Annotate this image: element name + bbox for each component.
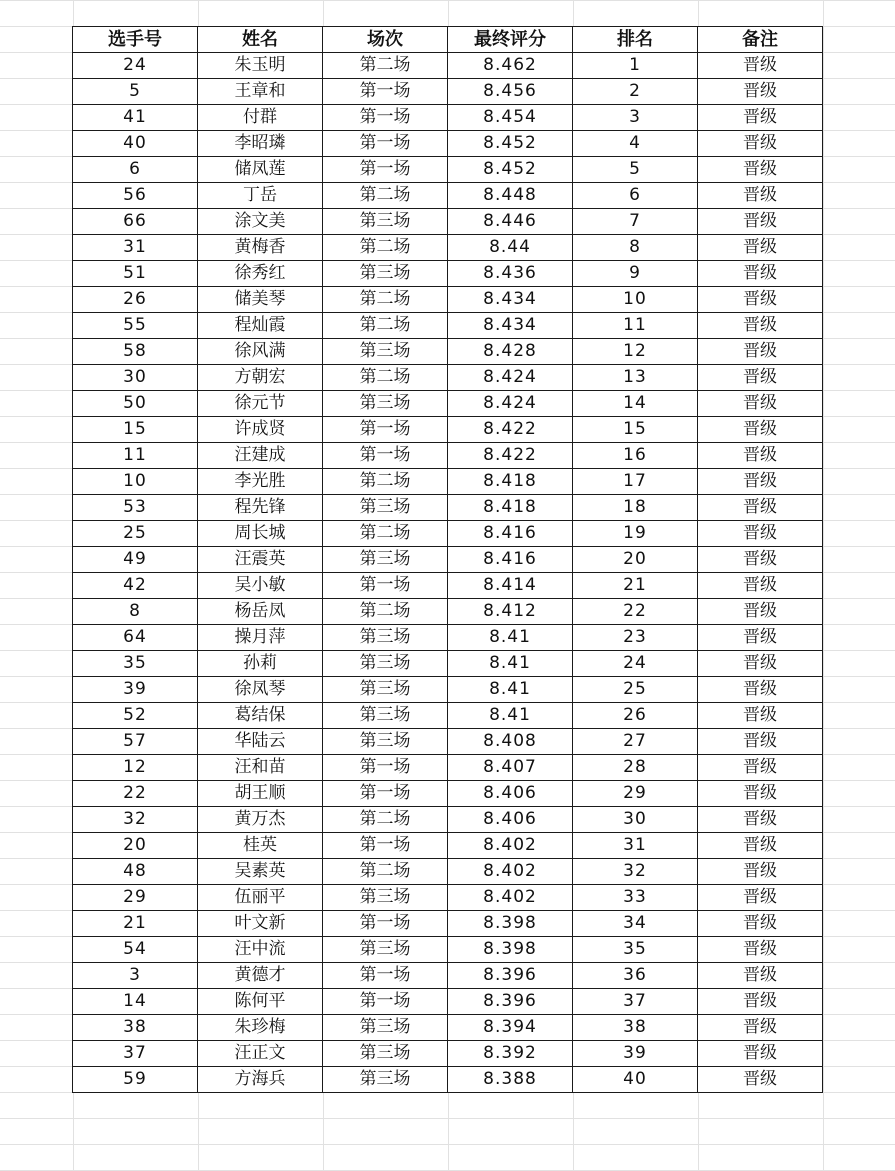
cell-remark[interactable]: 晋级 (698, 183, 823, 209)
cell-contestant-number[interactable]: 25 (73, 521, 198, 547)
cell-remark[interactable]: 晋级 (698, 677, 823, 703)
cell-name[interactable]: 方海兵 (198, 1067, 323, 1093)
table-row (73, 1067, 823, 1093)
cell-final-score[interactable]: 8.398 (448, 937, 573, 963)
cell-contestant-number[interactable]: 38 (73, 1015, 198, 1041)
cell-final-score[interactable]: 8.422 (448, 443, 573, 469)
cell-session[interactable]: 第一场 (323, 573, 448, 599)
cell-rank[interactable]: 32 (573, 859, 698, 885)
cell-contestant-number[interactable]: 58 (73, 339, 198, 365)
cell-final-score[interactable]: 8.398 (448, 911, 573, 937)
cell-remark[interactable]: 晋级 (698, 989, 823, 1015)
cell-remark[interactable]: 晋级 (698, 573, 823, 599)
table-row (73, 53, 823, 79)
cell-remark[interactable]: 晋级 (698, 469, 823, 495)
table-row (73, 391, 823, 417)
cell-final-score[interactable]: 8.394 (448, 1015, 573, 1041)
cell-remark[interactable]: 晋级 (698, 781, 823, 807)
cell-name[interactable]: 桂英 (198, 833, 323, 859)
cell-final-score[interactable]: 8.407 (448, 755, 573, 781)
table-row (73, 417, 823, 443)
cell-rank[interactable]: 37 (573, 989, 698, 1015)
cell-remark[interactable]: 晋级 (698, 521, 823, 547)
table-row (73, 885, 823, 911)
cell-remark[interactable]: 晋级 (698, 287, 823, 313)
cell-contestant-number[interactable]: 29 (73, 885, 198, 911)
cell-rank[interactable]: 18 (573, 495, 698, 521)
cell-name[interactable]: 程灿霞 (198, 313, 323, 339)
cell-rank[interactable]: 39 (573, 1041, 698, 1067)
table-row (73, 469, 823, 495)
cell-name[interactable]: 黄德才 (198, 963, 323, 989)
cell-final-score[interactable]: 8.412 (448, 599, 573, 625)
cell-contestant-number[interactable]: 51 (73, 261, 198, 287)
cell-session[interactable]: 第一场 (323, 79, 448, 105)
cell-contestant-number[interactable]: 10 (73, 469, 198, 495)
cell-final-score[interactable]: 8.414 (448, 573, 573, 599)
cell-name[interactable]: 杨岳凤 (198, 599, 323, 625)
cell-rank[interactable]: 10 (573, 287, 698, 313)
table-body (73, 53, 823, 1093)
cell-remark[interactable]: 晋级 (698, 963, 823, 989)
table-row (73, 729, 823, 755)
cell-remark[interactable]: 晋级 (698, 105, 823, 131)
cell-contestant-number[interactable]: 54 (73, 937, 198, 963)
cell-name[interactable]: 储美琴 (198, 287, 323, 313)
table-row (73, 677, 823, 703)
cell-session[interactable]: 第一场 (323, 755, 448, 781)
cell-remark[interactable]: 晋级 (698, 729, 823, 755)
header-contestant-number[interactable]: 选手号 (73, 27, 198, 53)
cell-rank[interactable]: 16 (573, 443, 698, 469)
cell-remark[interactable]: 晋级 (698, 911, 823, 937)
cell-contestant-number[interactable]: 21 (73, 911, 198, 937)
cell-session[interactable]: 第二场 (323, 365, 448, 391)
cell-rank[interactable]: 23 (573, 625, 698, 651)
cell-contestant-number[interactable]: 57 (73, 729, 198, 755)
cell-contestant-number[interactable]: 30 (73, 365, 198, 391)
cell-rank[interactable]: 22 (573, 599, 698, 625)
cell-contestant-number[interactable]: 66 (73, 209, 198, 235)
header-row (73, 27, 823, 53)
table-row (73, 781, 823, 807)
cell-name[interactable]: 叶文新 (198, 911, 323, 937)
cell-rank[interactable]: 25 (573, 677, 698, 703)
cell-remark[interactable]: 晋级 (698, 1041, 823, 1067)
cell-final-score[interactable]: 8.434 (448, 287, 573, 313)
cell-final-score[interactable]: 8.424 (448, 391, 573, 417)
cell-final-score[interactable]: 8.396 (448, 963, 573, 989)
cell-session[interactable]: 第三场 (323, 209, 448, 235)
cell-contestant-number[interactable]: 40 (73, 131, 198, 157)
cell-final-score[interactable]: 8.41 (448, 625, 573, 651)
cell-contestant-number[interactable]: 53 (73, 495, 198, 521)
cell-rank[interactable]: 11 (573, 313, 698, 339)
cell-final-score[interactable]: 8.406 (448, 781, 573, 807)
cell-session[interactable]: 第三场 (323, 677, 448, 703)
cell-final-score[interactable]: 8.44 (448, 235, 573, 261)
cell-name[interactable]: 付群 (198, 105, 323, 131)
cell-contestant-number[interactable]: 41 (73, 105, 198, 131)
cell-remark[interactable]: 晋级 (698, 703, 823, 729)
table-row (73, 937, 823, 963)
cell-final-score[interactable]: 8.462 (448, 53, 573, 79)
cell-final-score[interactable]: 8.456 (448, 79, 573, 105)
cell-rank[interactable]: 3 (573, 105, 698, 131)
cell-name[interactable]: 徐秀红 (198, 261, 323, 287)
cell-remark[interactable]: 晋级 (698, 261, 823, 287)
table-row (73, 313, 823, 339)
cell-session[interactable]: 第三场 (323, 1015, 448, 1041)
cell-remark[interactable]: 晋级 (698, 859, 823, 885)
cell-name[interactable]: 储凤莲 (198, 157, 323, 183)
cell-contestant-number[interactable]: 52 (73, 703, 198, 729)
cell-session[interactable]: 第一场 (323, 443, 448, 469)
cell-name[interactable]: 胡王顺 (198, 781, 323, 807)
cell-contestant-number[interactable]: 11 (73, 443, 198, 469)
cell-rank[interactable]: 13 (573, 365, 698, 391)
cell-rank[interactable]: 8 (573, 235, 698, 261)
cell-rank[interactable]: 26 (573, 703, 698, 729)
table-row (73, 859, 823, 885)
cell-name[interactable]: 周长城 (198, 521, 323, 547)
cell-name[interactable]: 吴小敏 (198, 573, 323, 599)
cell-session[interactable]: 第一场 (323, 963, 448, 989)
cell-remark[interactable]: 晋级 (698, 339, 823, 365)
cell-rank[interactable]: 29 (573, 781, 698, 807)
cell-name[interactable]: 王章和 (198, 79, 323, 105)
cell-contestant-number[interactable]: 31 (73, 235, 198, 261)
cell-session[interactable]: 第三场 (323, 391, 448, 417)
cell-remark[interactable]: 晋级 (698, 625, 823, 651)
table-row (73, 235, 823, 261)
cell-contestant-number[interactable]: 24 (73, 53, 198, 79)
cell-name[interactable]: 汪中流 (198, 937, 323, 963)
cell-session[interactable]: 第一场 (323, 833, 448, 859)
cell-remark[interactable]: 晋级 (698, 417, 823, 443)
cell-remark[interactable]: 晋级 (698, 547, 823, 573)
cell-contestant-number[interactable]: 12 (73, 755, 198, 781)
cell-remark[interactable]: 晋级 (698, 443, 823, 469)
cell-final-score[interactable]: 8.446 (448, 209, 573, 235)
cell-contestant-number[interactable]: 26 (73, 287, 198, 313)
table-row (73, 547, 823, 573)
table-row (73, 105, 823, 131)
cell-remark[interactable]: 晋级 (698, 209, 823, 235)
cell-contestant-number[interactable]: 20 (73, 833, 198, 859)
cell-rank[interactable]: 27 (573, 729, 698, 755)
cell-session[interactable]: 第三场 (323, 1041, 448, 1067)
cell-rank[interactable]: 2 (573, 79, 698, 105)
cell-final-score[interactable]: 8.388 (448, 1067, 573, 1093)
cell-final-score[interactable]: 8.402 (448, 859, 573, 885)
cell-contestant-number[interactable]: 56 (73, 183, 198, 209)
cell-rank[interactable]: 33 (573, 885, 698, 911)
cell-remark[interactable]: 晋级 (698, 391, 823, 417)
cell-session[interactable]: 第三场 (323, 339, 448, 365)
cell-final-score[interactable]: 8.416 (448, 547, 573, 573)
header-name[interactable]: 姓名 (198, 27, 323, 53)
cell-contestant-number[interactable]: 14 (73, 989, 198, 1015)
cell-session[interactable]: 第三场 (323, 703, 448, 729)
cell-name[interactable]: 徐元节 (198, 391, 323, 417)
table-row (73, 625, 823, 651)
cell-session[interactable]: 第二场 (323, 859, 448, 885)
cell-rank[interactable]: 28 (573, 755, 698, 781)
table-row (73, 521, 823, 547)
cell-session[interactable]: 第三场 (323, 261, 448, 287)
cell-remark[interactable]: 晋级 (698, 131, 823, 157)
cell-name[interactable]: 许成贤 (198, 417, 323, 443)
cell-rank[interactable]: 20 (573, 547, 698, 573)
cell-name[interactable]: 黄梅香 (198, 235, 323, 261)
cell-session[interactable]: 第三场 (323, 625, 448, 651)
cell-final-score[interactable]: 8.452 (448, 157, 573, 183)
cell-remark[interactable]: 晋级 (698, 807, 823, 833)
cell-session[interactable]: 第二场 (323, 469, 448, 495)
header-final-score[interactable]: 最终评分 (448, 27, 573, 53)
table-row (73, 989, 823, 1015)
cell-name[interactable]: 汪正文 (198, 1041, 323, 1067)
cell-rank[interactable]: 6 (573, 183, 698, 209)
results-table (72, 26, 823, 1093)
table-row (73, 1015, 823, 1041)
cell-remark[interactable]: 晋级 (698, 599, 823, 625)
table-row (73, 1041, 823, 1067)
cell-contestant-number[interactable]: 39 (73, 677, 198, 703)
cell-name[interactable]: 李昭璘 (198, 131, 323, 157)
cell-session[interactable]: 第二场 (323, 599, 448, 625)
cell-session[interactable]: 第一场 (323, 157, 448, 183)
cell-name[interactable]: 汪建成 (198, 443, 323, 469)
cell-contestant-number[interactable]: 48 (73, 859, 198, 885)
cell-final-score[interactable]: 8.454 (448, 105, 573, 131)
cell-rank[interactable]: 35 (573, 937, 698, 963)
cell-session[interactable]: 第二场 (323, 287, 448, 313)
cell-remark[interactable]: 晋级 (698, 365, 823, 391)
cell-session[interactable]: 第二场 (323, 235, 448, 261)
cell-name[interactable]: 李光胜 (198, 469, 323, 495)
cell-session[interactable]: 第一场 (323, 989, 448, 1015)
table-row (73, 79, 823, 105)
cell-name[interactable]: 朱玉明 (198, 53, 323, 79)
cell-rank[interactable]: 4 (573, 131, 698, 157)
cell-remark[interactable]: 晋级 (698, 313, 823, 339)
cell-rank[interactable]: 36 (573, 963, 698, 989)
cell-final-score[interactable]: 8.392 (448, 1041, 573, 1067)
cell-contestant-number[interactable]: 50 (73, 391, 198, 417)
table-row (73, 573, 823, 599)
cell-final-score[interactable]: 8.434 (448, 313, 573, 339)
cell-name[interactable]: 汪震英 (198, 547, 323, 573)
cell-remark[interactable]: 晋级 (698, 235, 823, 261)
cell-session[interactable]: 第三场 (323, 729, 448, 755)
cell-remark[interactable]: 晋级 (698, 885, 823, 911)
cell-final-score[interactable]: 8.402 (448, 885, 573, 911)
table-row (73, 599, 823, 625)
cell-final-score[interactable]: 8.402 (448, 833, 573, 859)
cell-session[interactable]: 第一场 (323, 105, 448, 131)
cell-contestant-number[interactable]: 3 (73, 963, 198, 989)
cell-name[interactable]: 操月萍 (198, 625, 323, 651)
cell-rank[interactable]: 15 (573, 417, 698, 443)
cell-final-score[interactable]: 8.418 (448, 469, 573, 495)
cell-session[interactable]: 第三场 (323, 547, 448, 573)
cell-session[interactable]: 第一场 (323, 911, 448, 937)
cell-contestant-number[interactable]: 8 (73, 599, 198, 625)
cell-remark[interactable]: 晋级 (698, 937, 823, 963)
table-row (73, 287, 823, 313)
cell-name[interactable]: 徐凤琴 (198, 677, 323, 703)
cell-contestant-number[interactable]: 5 (73, 79, 198, 105)
cell-rank[interactable]: 5 (573, 157, 698, 183)
cell-final-score[interactable]: 8.406 (448, 807, 573, 833)
cell-session[interactable]: 第二场 (323, 807, 448, 833)
cell-name[interactable]: 华陆云 (198, 729, 323, 755)
cell-session[interactable]: 第一场 (323, 131, 448, 157)
cell-name[interactable]: 徐风满 (198, 339, 323, 365)
cell-contestant-number[interactable]: 59 (73, 1067, 198, 1093)
cell-rank[interactable]: 38 (573, 1015, 698, 1041)
cell-remark[interactable]: 晋级 (698, 833, 823, 859)
cell-name[interactable]: 陈何平 (198, 989, 323, 1015)
cell-name[interactable]: 方朝宏 (198, 365, 323, 391)
cell-name[interactable]: 汪和苗 (198, 755, 323, 781)
cell-session[interactable]: 第三场 (323, 651, 448, 677)
table-row (73, 261, 823, 287)
cell-remark[interactable]: 晋级 (698, 755, 823, 781)
cell-rank[interactable]: 34 (573, 911, 698, 937)
cell-rank[interactable]: 9 (573, 261, 698, 287)
cell-session[interactable]: 第二场 (323, 313, 448, 339)
cell-name[interactable]: 葛结保 (198, 703, 323, 729)
cell-session[interactable]: 第二场 (323, 521, 448, 547)
table-row (73, 703, 823, 729)
table-row (73, 651, 823, 677)
cell-remark[interactable]: 晋级 (698, 157, 823, 183)
cell-name[interactable]: 黄万杰 (198, 807, 323, 833)
cell-final-score[interactable]: 8.422 (448, 417, 573, 443)
cell-name[interactable]: 伍丽平 (198, 885, 323, 911)
cell-name[interactable]: 朱珍梅 (198, 1015, 323, 1041)
cell-final-score[interactable]: 8.452 (448, 131, 573, 157)
cell-final-score[interactable]: 8.436 (448, 261, 573, 287)
cell-rank[interactable]: 21 (573, 573, 698, 599)
cell-final-score[interactable]: 8.418 (448, 495, 573, 521)
cell-rank[interactable]: 31 (573, 833, 698, 859)
cell-contestant-number[interactable]: 55 (73, 313, 198, 339)
cell-rank[interactable]: 19 (573, 521, 698, 547)
cell-rank[interactable]: 7 (573, 209, 698, 235)
cell-rank[interactable]: 40 (573, 1067, 698, 1093)
cell-session[interactable]: 第三场 (323, 937, 448, 963)
cell-rank[interactable]: 24 (573, 651, 698, 677)
table-row (73, 963, 823, 989)
cell-name[interactable]: 程先锋 (198, 495, 323, 521)
cell-remark[interactable]: 晋级 (698, 1067, 823, 1093)
table-row (73, 833, 823, 859)
cell-contestant-number[interactable]: 64 (73, 625, 198, 651)
cell-final-score[interactable]: 8.424 (448, 365, 573, 391)
cell-final-score[interactable]: 8.41 (448, 703, 573, 729)
cell-final-score[interactable]: 8.448 (448, 183, 573, 209)
cell-final-score[interactable]: 8.408 (448, 729, 573, 755)
cell-rank[interactable]: 17 (573, 469, 698, 495)
cell-rank[interactable]: 14 (573, 391, 698, 417)
cell-contestant-number[interactable]: 22 (73, 781, 198, 807)
cell-session[interactable]: 第三场 (323, 1067, 448, 1093)
table-row (73, 443, 823, 469)
cell-name[interactable]: 吴素英 (198, 859, 323, 885)
table-row (73, 339, 823, 365)
cell-final-score[interactable]: 8.41 (448, 651, 573, 677)
cell-remark[interactable]: 晋级 (698, 651, 823, 677)
cell-name[interactable]: 丁岳 (198, 183, 323, 209)
cell-session[interactable]: 第二场 (323, 183, 448, 209)
cell-session[interactable]: 第三场 (323, 885, 448, 911)
table-row (73, 807, 823, 833)
cell-rank[interactable]: 12 (573, 339, 698, 365)
cell-final-score[interactable]: 8.396 (448, 989, 573, 1015)
table-row (73, 157, 823, 183)
cell-session[interactable]: 第一场 (323, 781, 448, 807)
cell-contestant-number[interactable]: 49 (73, 547, 198, 573)
table-row (73, 495, 823, 521)
cell-contestant-number[interactable]: 37 (73, 1041, 198, 1067)
cell-final-score[interactable]: 8.41 (448, 677, 573, 703)
table-row (73, 365, 823, 391)
table-row (73, 183, 823, 209)
cell-session[interactable]: 第三场 (323, 495, 448, 521)
cell-session[interactable]: 第二场 (323, 53, 448, 79)
header-remark[interactable]: 备注 (698, 27, 823, 53)
table-row (73, 755, 823, 781)
cell-contestant-number[interactable]: 42 (73, 573, 198, 599)
cell-remark[interactable]: 晋级 (698, 79, 823, 105)
cell-contestant-number[interactable]: 35 (73, 651, 198, 677)
cell-contestant-number[interactable]: 6 (73, 157, 198, 183)
cell-session[interactable]: 第一场 (323, 417, 448, 443)
cell-remark[interactable]: 晋级 (698, 495, 823, 521)
header-rank[interactable]: 排名 (573, 27, 698, 53)
table-row (73, 131, 823, 157)
cell-final-score[interactable]: 8.416 (448, 521, 573, 547)
cell-rank[interactable]: 30 (573, 807, 698, 833)
cell-name[interactable]: 孙莉 (198, 651, 323, 677)
table-row (73, 911, 823, 937)
cell-remark[interactable]: 晋级 (698, 1015, 823, 1041)
header-session[interactable]: 场次 (323, 27, 448, 53)
cell-contestant-number[interactable]: 32 (73, 807, 198, 833)
cell-name[interactable]: 涂文美 (198, 209, 323, 235)
table-row (73, 209, 823, 235)
cell-contestant-number[interactable]: 15 (73, 417, 198, 443)
cell-remark[interactable]: 晋级 (698, 53, 823, 79)
cell-rank[interactable]: 1 (573, 53, 698, 79)
cell-final-score[interactable]: 8.428 (448, 339, 573, 365)
